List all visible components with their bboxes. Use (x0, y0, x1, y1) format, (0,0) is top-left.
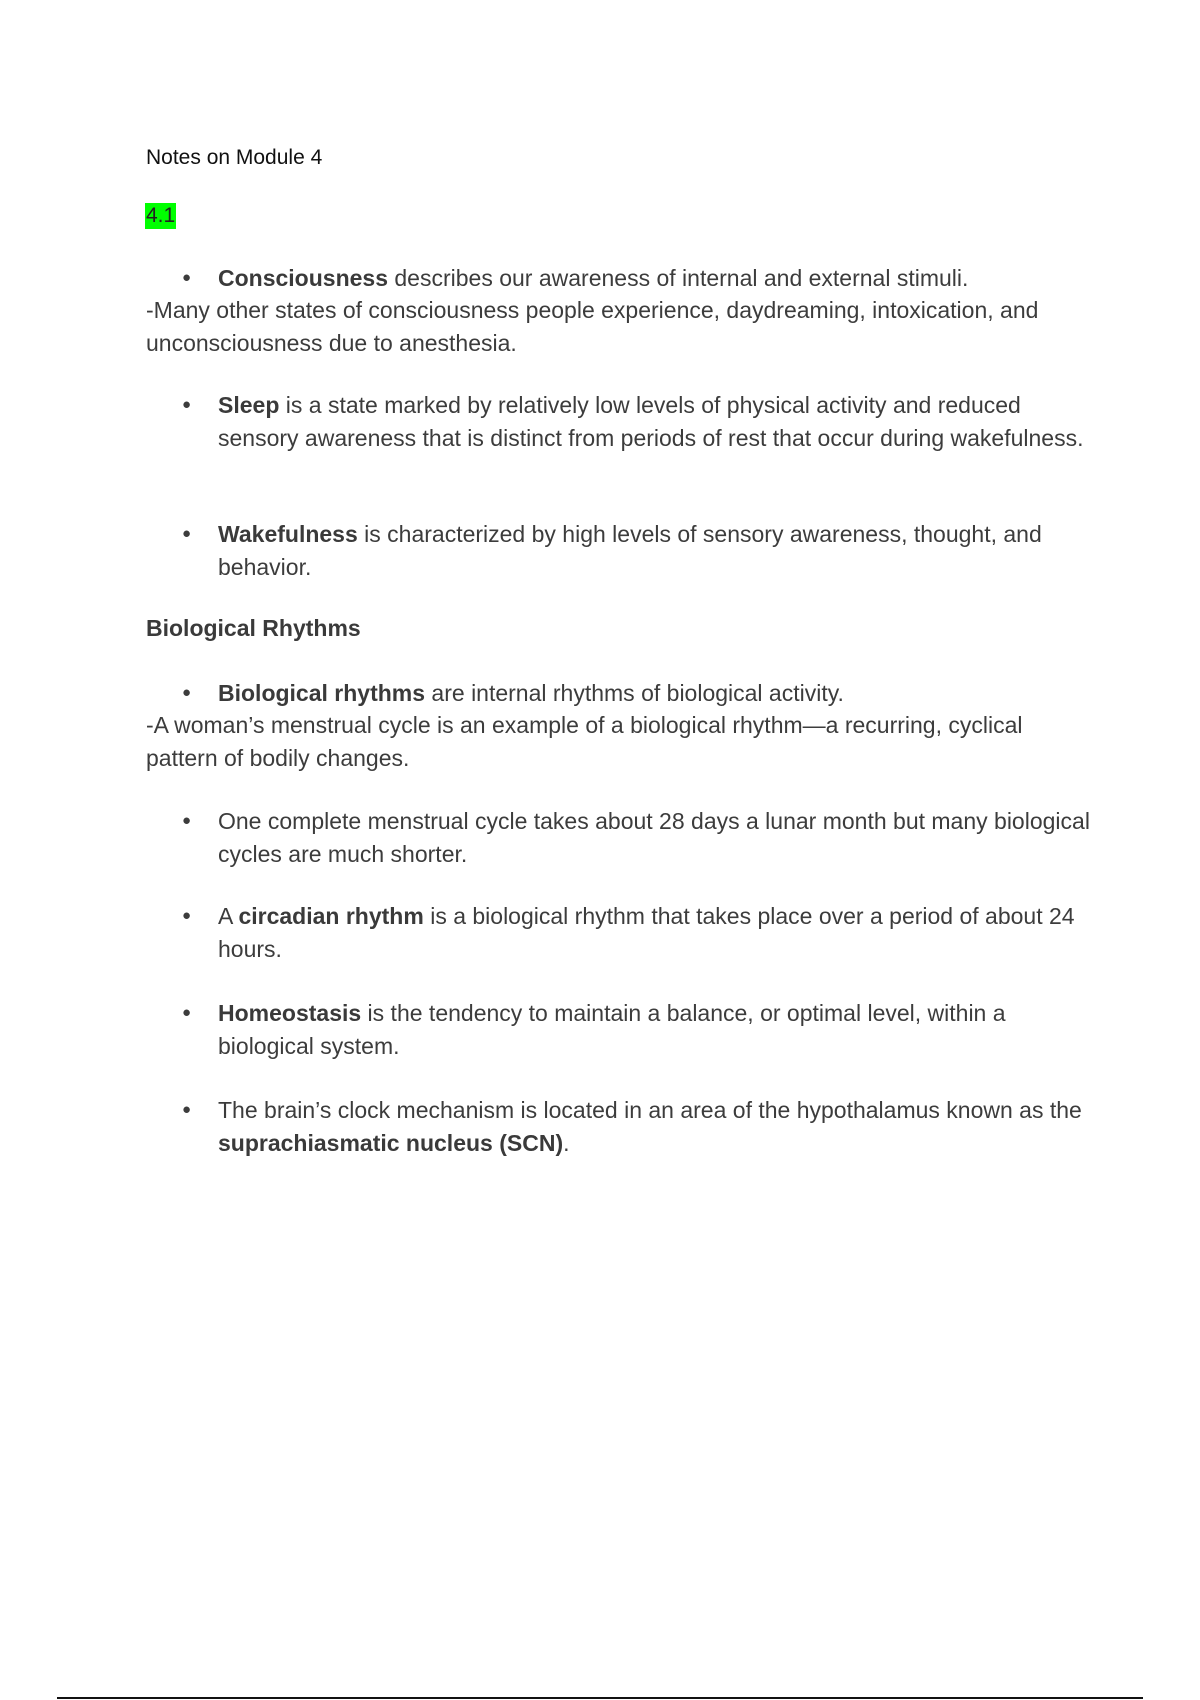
term-circadian-rhythm: circadian rhythm (238, 903, 424, 929)
definition-homeostasis: is the tendency to maintain a balance, or optimal level, within a biological system. (218, 1000, 1006, 1059)
page-bottom-rule (57, 1697, 1143, 1699)
heading-biological-rhythms: Biological Rhythms (146, 615, 361, 641)
term-consciousness: Consciousness (218, 265, 388, 291)
definition-consciousness: describes our awareness of internal and external stimuli. (388, 265, 969, 291)
bullet-wakefulness (218, 518, 1098, 583)
definition-wakefulness: is characterized by high levels of sensory awareness, thought, and behavior. (218, 521, 1042, 580)
term-scn: suprachiasmatic nucleus (SCN) (218, 1129, 564, 1156)
menstrual-note: -A woman’s menstrual cycle is an example of a biological rhythm—a recurring, cyclical pattern of bodily changes. (146, 712, 1023, 771)
bullet-biological-rhythms (218, 677, 1098, 710)
bullet-homeostasis (218, 997, 1098, 1062)
bullet-circadian-rhythm (218, 900, 1098, 965)
term-homeostasis: Homeostasis (218, 1000, 362, 1026)
term-sleep: Sleep (218, 392, 280, 418)
document-title: Notes on Module 4 (146, 146, 323, 169)
bullet-cycle-length: ● One complete menstrual cycle takes about 28 days a lunar month but many biological cycles are much shorter. (218, 805, 1098, 870)
scn-prefix: The brain’s clock mechanism is located in an area of the hypothalamus known as the (218, 1097, 1082, 1123)
bullet-consciousness (218, 262, 1098, 295)
bullet-scn (218, 1094, 1098, 1159)
term-wakefulness: Wakefulness (218, 521, 358, 547)
circadian-prefix: A (218, 903, 239, 929)
bullet-sleep (218, 389, 1098, 454)
term-biological-rhythms: Biological rhythms (218, 680, 426, 706)
states-note: -Many other states of consciousness people experience, daydreaming, intoxication, and unconsciousness due to anesthesia. (146, 297, 1039, 356)
definition-sleep: is a state marked by relatively low levels of physical activity and reduced sensory awareness that is distinct from periods of rest that occur during wakefulness. (218, 392, 1084, 451)
section-tag-highlight: 4.1 (146, 204, 176, 227)
definition-biological-rhythms: are internal rhythms of biological activity. (425, 680, 844, 706)
definition-circadian-rhythm: is a biological rhythm that takes place over a period of about 24 hours. (218, 903, 1075, 962)
scn-suffix: . (563, 1129, 570, 1156)
